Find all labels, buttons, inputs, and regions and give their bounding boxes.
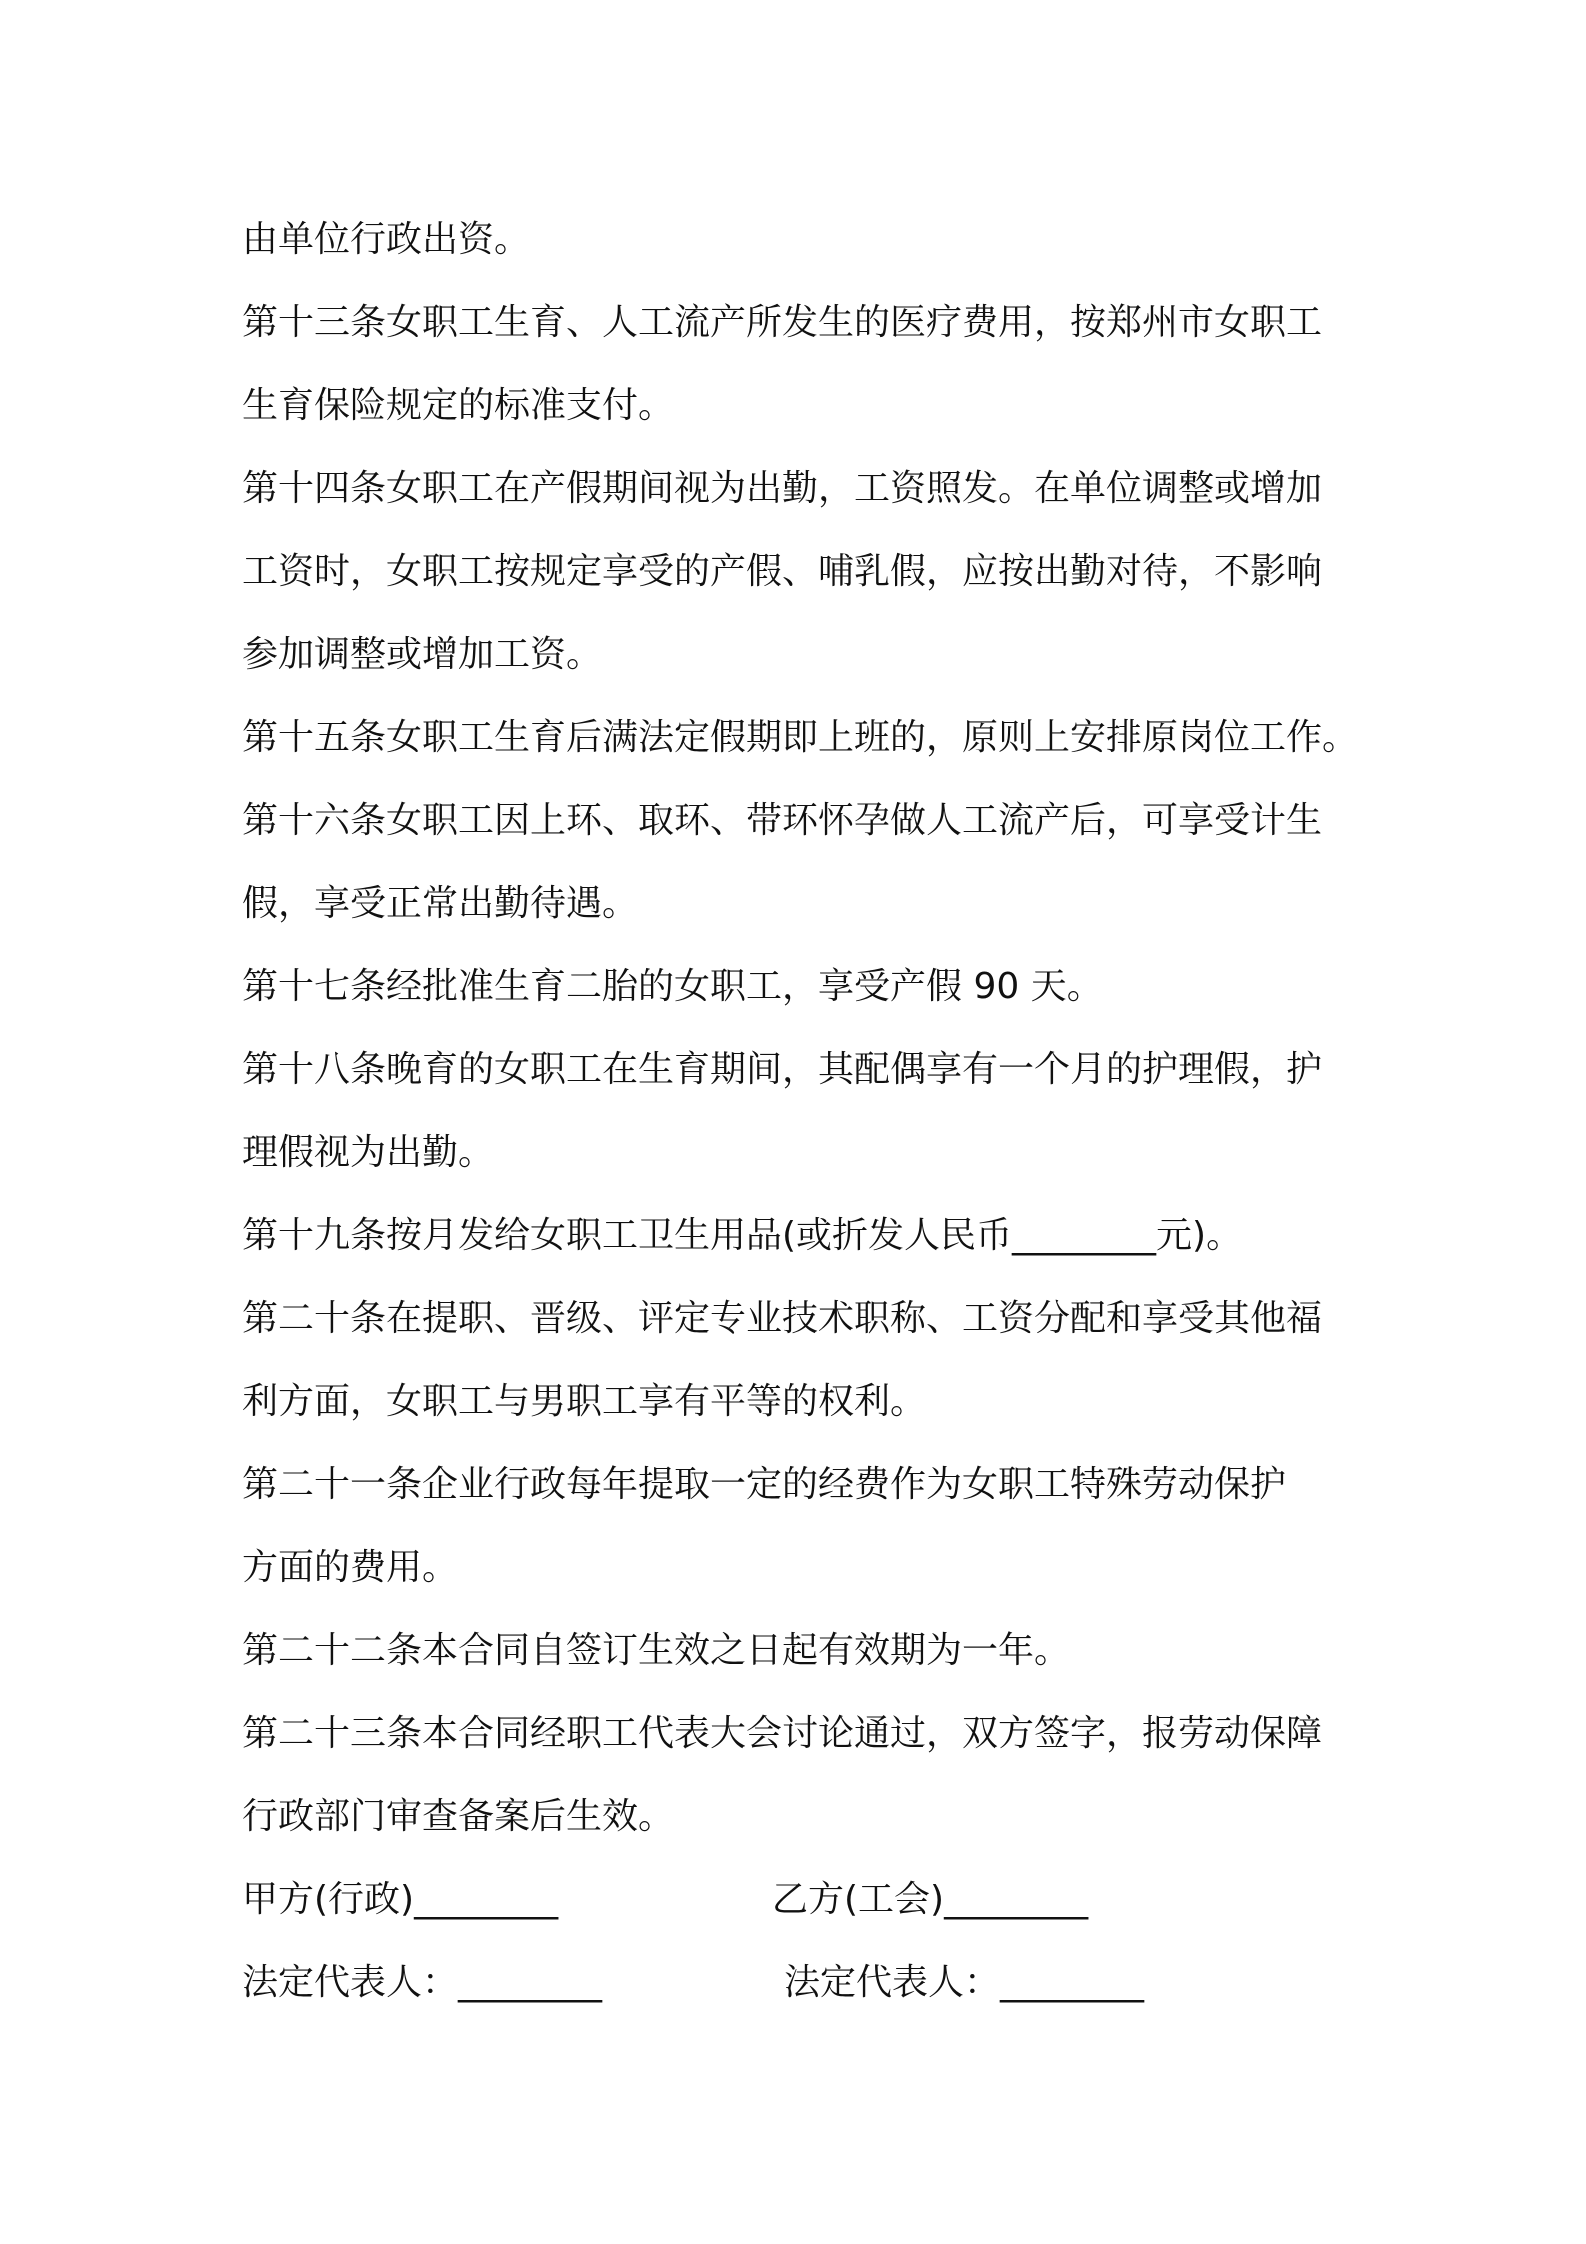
paragraph-line: 第十六条女职工因上环、取环、带环怀孕做人工流产后，可享受计生 — [242, 800, 1323, 841]
representative-b-signature: 法定代表人：________ — [784, 1962, 1145, 2003]
paragraph-line: 第十五条女职工生育后满法定假期即上班的，原则上安排原岗位工作。 — [242, 717, 1359, 758]
party-a-signature: 甲方(行政)________ — [242, 1879, 559, 1920]
paragraph-line: 工资时，女职工按规定享受的产假、哺乳假，应按出勤对待，不影响 — [242, 551, 1323, 592]
paragraph-line: 第十四条女职工在产假期间视为出勤，工资照发。在单位调整或增加 — [242, 468, 1323, 509]
paragraph-line: 第二十一条企业行政每年提取一定的经费作为女职工特殊劳动保护 — [242, 1464, 1287, 1505]
paragraph-line: 第二十二条本合同自签订生效之日起有效期为一年。 — [242, 1630, 1071, 1671]
paragraph-line: 第十八条晚育的女职工在生育期间，其配偶享有一个月的护理假，护 — [242, 1049, 1323, 1090]
paragraph-line: 假，享受正常出勤待遇。 — [242, 883, 639, 924]
party-b-signature: 乙方(工会)________ — [772, 1879, 1089, 1920]
paragraph-line: 参加调整或增加工资。 — [242, 634, 603, 675]
paragraph-line: 第十九条按月发给女职工卫生用品(或折发人民币________元)。 — [242, 1215, 1243, 1256]
paragraph-line: 方面的费用。 — [242, 1547, 459, 1588]
document-body — [242, 198, 1362, 2024]
paragraph-line: 第二十条在提职、晋级、评定专业技术职称、工资分配和享受其他福 — [242, 1298, 1323, 1339]
paragraph-line: 第二十三条本合同经职工代表大会讨论通过，双方签字，报劳动保障 — [242, 1713, 1323, 1754]
paragraph-line: 第十七条经批准生育二胎的女职工，享受产假 90 天。 — [242, 966, 1103, 1007]
paragraph-line: 第十三条女职工生育、人工流产所发生的医疗费用，按郑州市女职工 — [242, 302, 1323, 343]
representative-a-signature: 法定代表人：________ — [242, 1962, 603, 2003]
signature-row-parties — [242, 1858, 1362, 1941]
paragraph-line: 行政部门审查备案后生效。 — [242, 1796, 675, 1837]
paragraph-line: 利方面，女职工与男职工享有平等的权利。 — [242, 1381, 927, 1422]
signature-row-representatives — [242, 1941, 1362, 2024]
paragraph-line: 理假视为出勤。 — [242, 1132, 495, 1173]
paragraph-line: 由单位行政出资。 — [242, 219, 531, 260]
paragraph-line: 生育保险规定的标准支付。 — [242, 385, 675, 426]
